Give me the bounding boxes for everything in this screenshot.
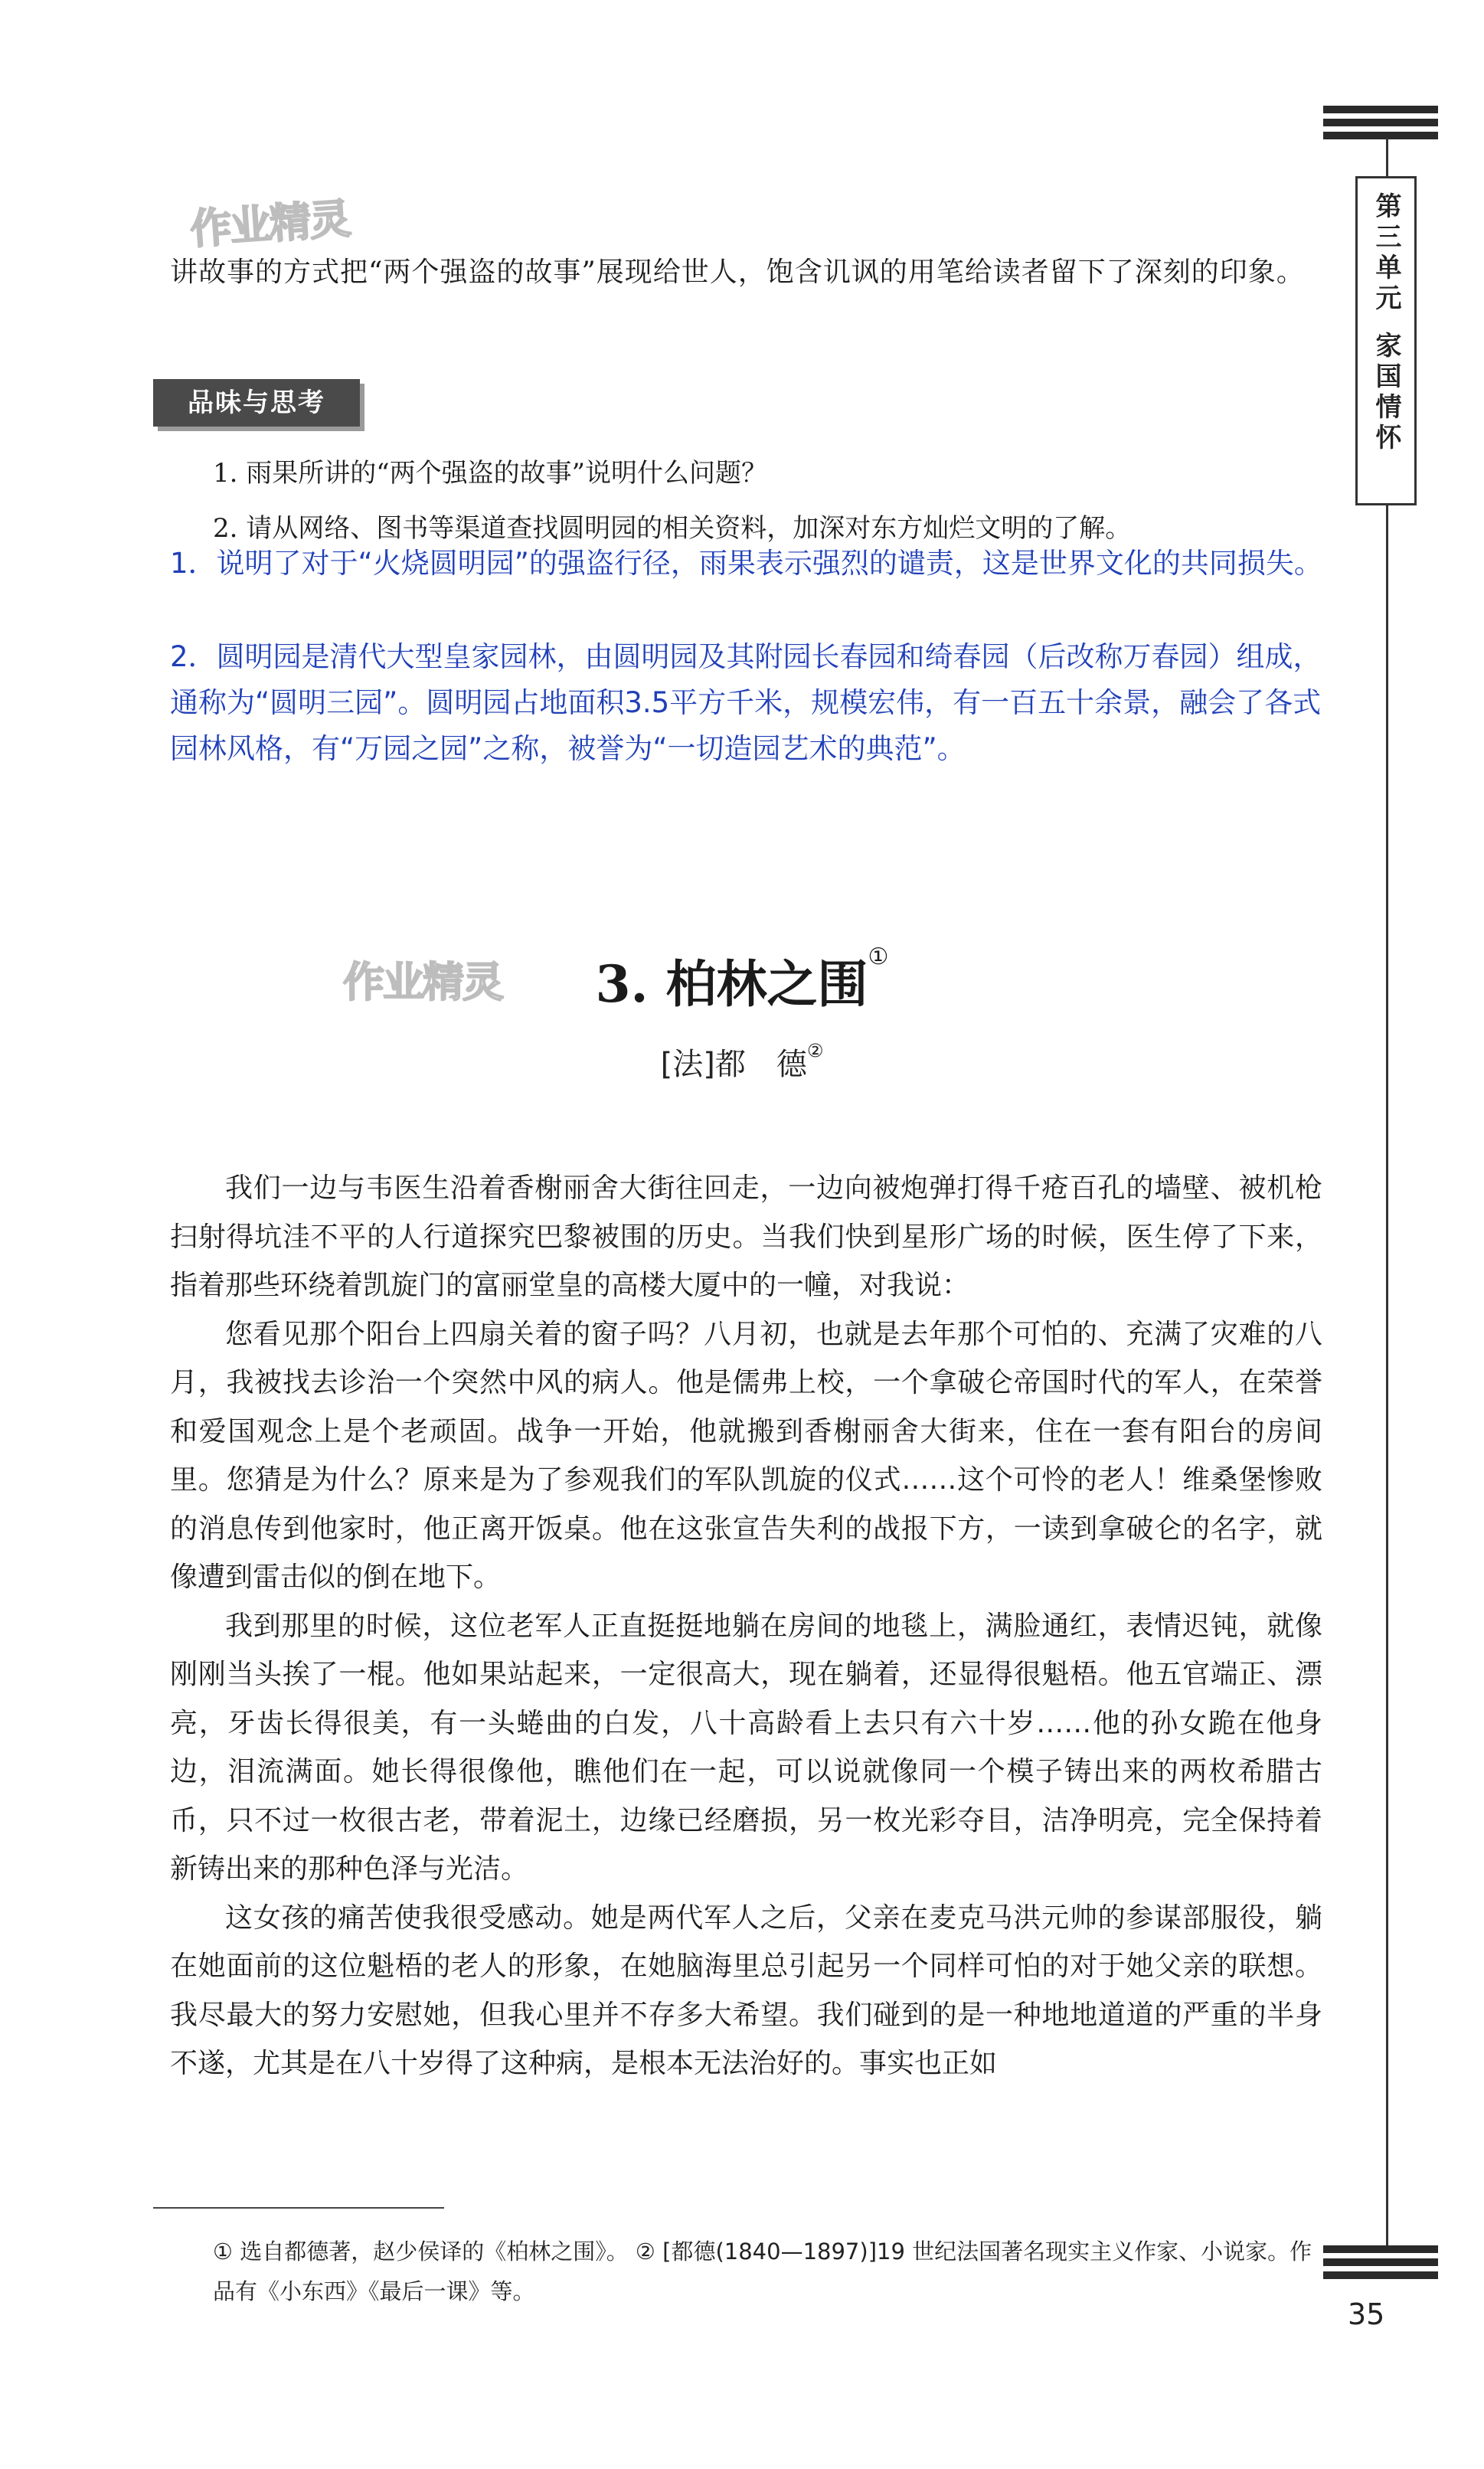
author-name: [法]都 德 [660, 1047, 807, 1082]
body-paragraph: 我到那里的时候，这位老军人正直挺挺地躺在房间的地毯上，满脸通红，表情迟钝，就像刚刚当头挨了一棍。他如果站起来，一定很高大，现在躺着，还显得很魁梧。他五官端正、漂亮，牙齿长得很美，有一头蜷曲的白发，八十高龄看上去只有六十岁……他的孙女跪在他身边，泪流满面。她长得很像他，瞧他们在一起，可以说就像同一个模子铸出来的两枚希腊古币，只不过一枚很古老，带着泥土，边缘已经磨损，另一枚光彩夺目，洁净明亮，完全保持着新铸出来的那种色泽与光洁。 [170, 1610, 1322, 1885]
question-1: 1. 雨果所讲的“两个强盗的故事”说明什么问题？ [213, 458, 768, 489]
intro-paragraph: 讲故事的方式把“两个强盗的故事”展现给世人，饱含讥讽的用笔给读者留下了深刻的印象。 [170, 257, 1305, 288]
lesson-title-text: 3. 柏林之围 [595, 954, 868, 1014]
lesson-author [0, 1040, 1484, 1084]
footnote-divider [153, 2207, 444, 2209]
lesson-title-footnote-mark: ① [868, 943, 889, 970]
lesson-body [170, 1164, 1322, 2088]
section-badge: 品味与思考 [153, 379, 360, 427]
watermark-top: 作业精灵 [188, 194, 351, 254]
body-paragraph: 我们一边与韦医生沿着香榭丽舍大街往回走，一边向被炮弹打得千疮百孔的墙壁、被机枪扫射得坑洼不平的人行道探究巴黎被围的历史。当我们快到星形广场的时候，医生停了下来，指着那些环绕着凯旋门的富丽堂皇的高楼大厦中的一幢，对我说： [170, 1172, 1322, 1301]
unit-label: 第三单元 [1371, 192, 1401, 315]
author-footnote-mark: ② [806, 1040, 824, 1061]
footnote: ① 选自都德著，赵少侯译的《柏林之围》。 ② [都德(1840—1897)]19 世纪法国著名现实主义作家、小说家。作品有《小东西》《最后一课》等。 [213, 2238, 1312, 2304]
watermark-middle: 作业精灵 [343, 958, 502, 1006]
answer-1: 1．说明了对于“火烧圆明园”的强盗行径，雨果表示强烈的谴责，这是世界文化的共同损失。 [170, 547, 1322, 580]
body-paragraph: 这女孩的痛苦使我很受感动。她是两代军人之后，父亲在麦克马洪元帅的参谋部服役，躺在她面前的这位魁梧的老人的形象，在她脑海里总引起另一个同样可怕的对于她父亲的联想。我尽最大的努力安慰她，但我心里并不存多大希望。我们碰到的是一种地地道道的严重的半身不遂，尤其是在八十岁得了这种病，是根本无法治好的。事实也正如 [170, 1902, 1322, 2079]
top-decorative-bars [1323, 106, 1438, 145]
body-paragraph: 您看见那个阳台上四扇关着的窗子吗？八月初，也就是去年那个可怕的、充满了灾难的八月，我被找去诊治一个突然中风的病人。他是儒弗上校，一个拿破仑帝国时代的军人，在荣誉和爱国观念上是个老顽固。战争一开始，他就搬到香榭丽舍大街来，住在一套有阳台的房间里。您猜是为什么？原来是为了参观我们的军队凯旋的仪式……这个可怜的老人！维桑堡惨败的消息传到他家时，他正离开饭桌。他在这张宣告失利的战报下方，一读到拿破仑的名字，就像遭到雷击似的倒在地下。 [170, 1318, 1322, 1593]
answer-2: 2．圆明园是清代大型皇家园林，由圆明园及其附园长春园和绮春园（后改称万春园）组成，通称为“圆明三园”。圆明园占地面积3.5平方千米，规模宏伟，有一百五十余景，融会了各式园林风格，有“万园之园”之称，被誉为“一切造园艺术的典范”。 [170, 640, 1322, 765]
page-number: 35 [1348, 2297, 1385, 2331]
bottom-decorative-bars [1323, 2245, 1438, 2284]
unit-marker-line [1386, 505, 1388, 2252]
lesson-title [0, 943, 1484, 1016]
unit-theme: 家国情怀 [1371, 332, 1401, 454]
question-2: 2. 请从网络、图书等渠道查找圆明园的相关资料，加深对东方灿烂文明的了解。 [213, 513, 1132, 544]
unit-tab [1355, 176, 1417, 505]
